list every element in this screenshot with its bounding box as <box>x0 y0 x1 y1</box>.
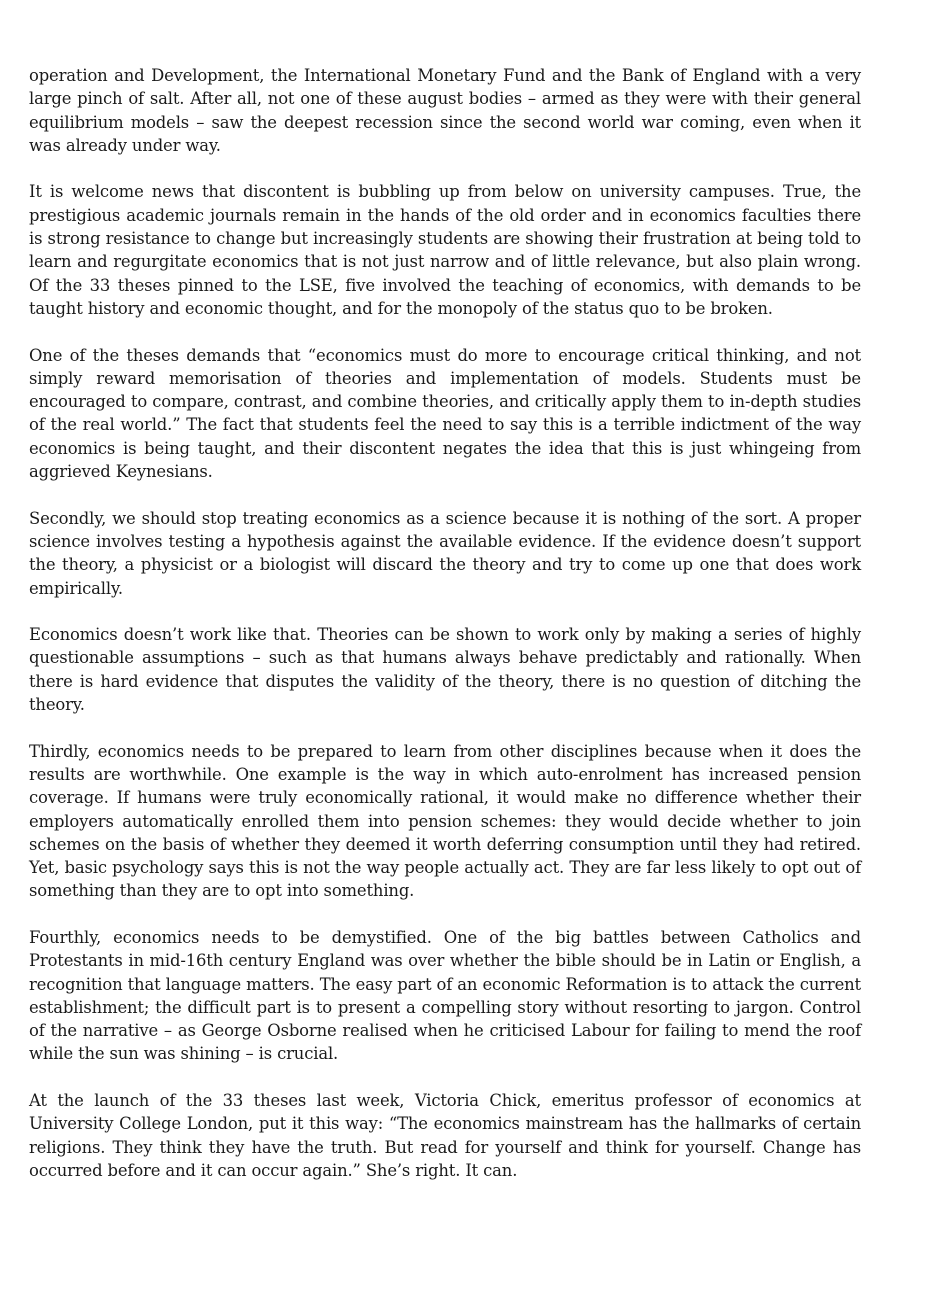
paragraph-7: Fourthly, economics needs to be demystified. One of the big battles between Catholics and Protestants in mid-16th century England was over whether the bible should be in Latin or English, a recognition that language matters. The easy part of an economic Reformation is to attack the current establishment; the difficult part is to present a compelling story without resorting to jargon. Control of the narrative – as George Osborne realised when he criticised Labour for failing to mend the roof while the sun was shining – is crucial. <box>29 927 861 1064</box>
paragraph-5: Economics doesn’t work like that. Theories can be shown to work only by making a series of highly questionable assumptions – such as that humans always behave predictably and rationally. When there is hard evidence that disputes the validity of the theory, there is no question of ditching the theory. <box>29 625 861 715</box>
paragraph-3: One of the theses demands that “economics must do more to encourage critical thinking, and not simply reward memorisation of theories and implementation of models. Students must be encouraged to compare, contrast, and combine theories, and critically apply them to in-depth studies of the real world.” The fact that students feel the need to say this is a terrible indictment of the way economics is being taught, and their discontent negates the idea that this is just whingeing from aggrieved Keynesians. <box>29 345 861 482</box>
paragraph-2: It is welcome news that discontent is bubbling up from below on university campuses. True, the prestigious academic journals remain in the hands of the old order and in economics faculties there is strong resistance to change but increasingly students are showing their frustration at being told to learn and regurgitate economics that is not just narrow and of little relevance, but also plain wrong. Of the 33 theses pinned to the LSE, five involved the teaching of economics, with demands to be taught history and economic thought, and for the monopoly of the status quo to be broken. <box>29 182 861 318</box>
paragraph-6: Thirdly, economics needs to be prepared to learn from other disciplines because when it does the results are worthwhile. One example is the way in which auto-enrolment has increased pension coverage. If humans were truly economically rational, it would make no difference whether their employers automatically enrolled them into pension schemes: they would decide whether to join schemes on the basis of whether they deemed it worth deferring consumption until they had retired. Yet, basic psychology says this is not the way people actually act. They are far less likely to opt out of something than they are to opt into something. <box>29 741 861 901</box>
paragraph-8: At the launch of the 33 theses last week, Victoria Chick, emeritus professor of economics at University College London, put it this way: “The economics mainstream has the hallmarks of certain religions. They think they have the truth. But read for yourself and think for yourself. Change has occurred before and it can occur again.” She’s right. It can. <box>29 1091 861 1180</box>
paragraph-4: Secondly, we should stop treating economics as a science because it is nothing of the sort. A proper science involves testing a hypothesis against the available evidence. If the evidence doesn’t support the theory, a physicist or a biologist will discard the theory and try to come up one that does work empirically. <box>29 508 861 598</box>
paragraph-1: operation and Development, the International Monetary Fund and the Bank of England with a very large pinch of salt. After all, not one of these august bodies – armed as they were with their general equilibrium models – saw the deepest recession since the second world war coming, even when it was already under way. <box>29 66 861 155</box>
document-body <box>29 64 861 1206</box>
